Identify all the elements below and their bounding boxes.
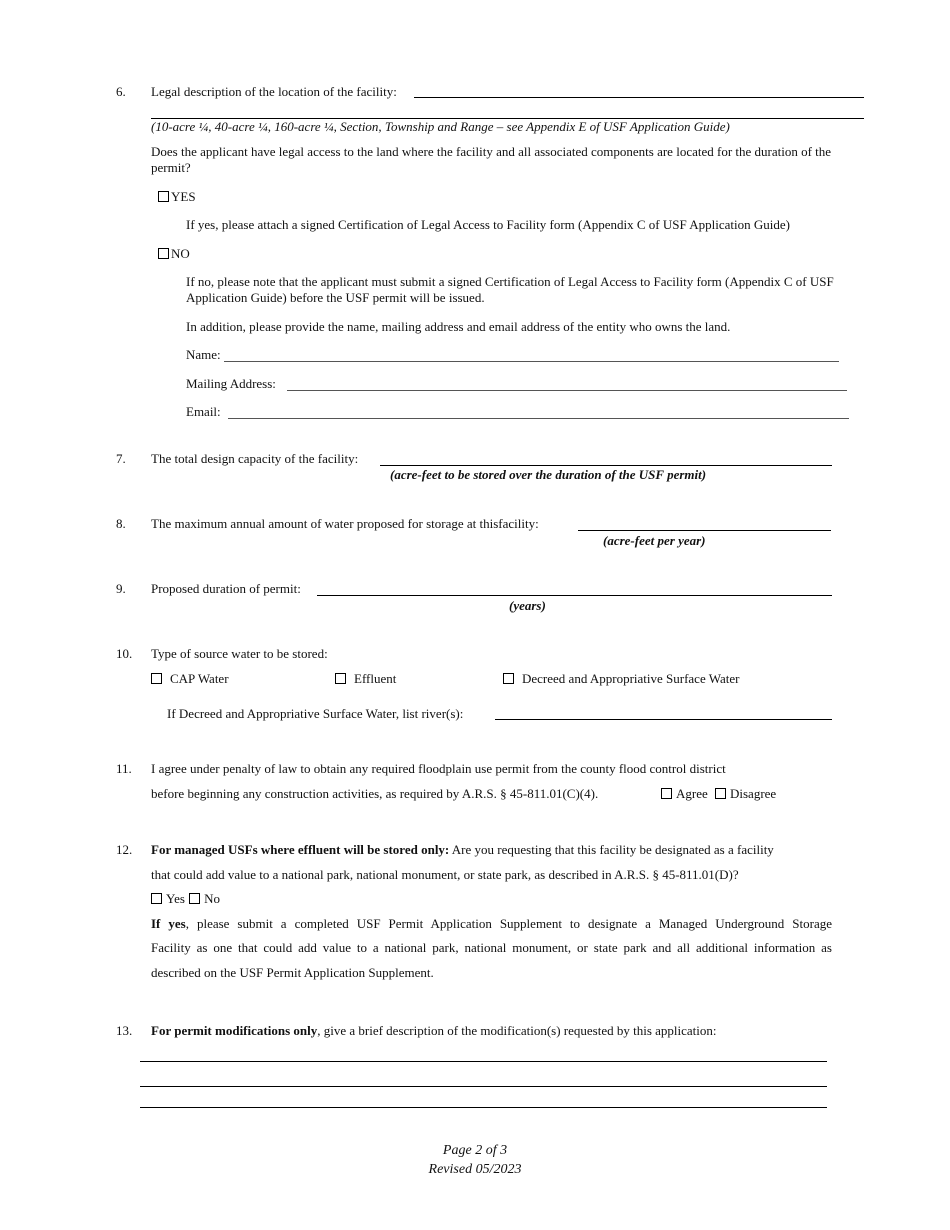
q8-unit: (acre-feet per year) (603, 533, 706, 548)
q12-line1-rest: Are you requesting that this facility be designated as a facility (449, 842, 774, 857)
q12-yes-label: Yes (166, 891, 185, 906)
q10-surface-water-checkbox[interactable] (503, 673, 514, 684)
q6-number: 6. (116, 84, 126, 99)
q12-no-label: No (204, 891, 221, 906)
q7-number: 7. (116, 451, 126, 466)
q7-capacity-field[interactable] (380, 465, 832, 466)
q6-label: Legal description of the location of the facility: (151, 84, 397, 99)
q9-unit: (years) (509, 598, 546, 613)
q12-if-yes-line1 (151, 916, 832, 932)
q6-email-label: Email: (186, 404, 221, 419)
q12-number: 12. (116, 842, 133, 857)
q11-disagree-option (715, 786, 776, 802)
q10-number: 10. (116, 646, 133, 661)
q6-no-checkbox[interactable] (158, 248, 169, 259)
q10-effluent-checkbox[interactable] (335, 673, 346, 684)
q12-bold-lead: For managed USFs where effluent will be stored only: (151, 842, 450, 857)
q11-disagree-checkbox[interactable] (715, 788, 726, 799)
q8-label: The maximum annual amount of water proposed for storage at thisfacility: (151, 516, 539, 531)
q10-label: Type of source water to be stored: (151, 646, 328, 661)
q11-agree-checkbox[interactable] (661, 788, 672, 799)
footer-revised-date: Revised 05/2023 (428, 1162, 522, 1177)
q7-unit: (acre-feet to be stored over the duration of the USF permit) (390, 467, 707, 482)
q10-surface-water-label: Decreed and Appropriative Surface Water (522, 671, 740, 686)
q11-disagree-label: Disagree (730, 786, 777, 801)
q6-no-label: NO (171, 246, 190, 261)
q6-hint: (10-acre ¼, 40-acre ¼, 160-acre ¼, Section, Township and Range – see Appendix E of USF Application Guide) (151, 119, 730, 134)
q6-yes-option (158, 189, 196, 205)
q6-no-option (158, 246, 190, 262)
q6-legal-description-line-1[interactable] (414, 97, 864, 98)
q6-access-question: Does the applicant have legal access to the land where the facility and all associated components are located for the duration of the permit? (151, 144, 832, 175)
q11-agree-option (661, 786, 708, 802)
q13-number: 13. (116, 1023, 133, 1038)
q11-agree-label: Agree (676, 786, 708, 801)
q13-label (151, 1023, 717, 1039)
q10-cap-water-checkbox[interactable] (151, 673, 162, 684)
footer-page-number: Page 2 of 3 (442, 1143, 508, 1158)
q9-duration-field[interactable] (317, 595, 832, 596)
q6-yes-checkbox[interactable] (158, 191, 169, 202)
q12-yes-checkbox[interactable] (151, 893, 162, 904)
q11-line1: I agree under penalty of law to obtain any required floodplain use permit from the county flood control district (151, 761, 726, 776)
q8-annual-amount-field[interactable] (578, 530, 831, 531)
q6-name-label: Name: (186, 347, 221, 362)
q12-no-checkbox[interactable] (189, 893, 200, 904)
q6-yes-text: If yes, please attach a signed Certification of Legal Access to Facility form (Appendix C of USF Application Guide) (186, 217, 790, 232)
q6-no-text: If no, please note that the applicant must submit a signed Certification of Legal Access to Facility form (Appendix C of USF Application Guide) before the USF permit will be issued. (186, 274, 834, 305)
q12-if-yes-line1-rest: , please submit a completed USF Permit Application Supplement to designate a Managed Underground Storage (185, 916, 832, 931)
q10-cap-water-label: CAP Water (170, 671, 229, 686)
q13-rest: , give a brief description of the modification(s) requested by this application: (317, 1023, 717, 1038)
q12-line2: that could add value to a national park, national monument, or state park, as described in A.R.S. § 45-811.01(D)? (151, 867, 739, 882)
q10-river-label: If Decreed and Appropriative Surface Water, list river(s): (167, 706, 464, 721)
q10-effluent-label: Effluent (354, 671, 397, 686)
q9-label: Proposed duration of permit: (151, 581, 301, 596)
q10-option-surface-water (503, 671, 739, 687)
q11-line2: before beginning any construction activities, as required by A.R.S. § 45-811.01(C)(4). (151, 786, 599, 801)
q10-river-field[interactable] (495, 719, 832, 720)
q6-mailing-label: Mailing Address: (186, 376, 276, 391)
q9-number: 9. (116, 581, 126, 596)
q13-description-line-1[interactable] (140, 1061, 827, 1062)
q13-description-line-3[interactable] (140, 1107, 827, 1108)
q10-option-effluent (335, 671, 396, 687)
q12-yes-no-options (151, 891, 220, 907)
q12-line1 (151, 842, 774, 858)
q6-yes-label: YES (171, 189, 196, 204)
q12-if-yes-line2: Facility as one that could add value to a national park, national monument, or state park and all additional information as (151, 940, 832, 955)
q12-if-yes-bold: If yes (151, 916, 186, 931)
q10-option-cap-water (151, 671, 229, 687)
q13-bold-lead: For permit modifications only (151, 1023, 318, 1038)
q6-email-field[interactable] (228, 418, 849, 419)
q7-label: The total design capacity of the facility: (151, 451, 359, 466)
q12-if-yes-line3: described on the USF Permit Application Supplement. (151, 965, 434, 980)
q6-mailing-field[interactable] (287, 390, 847, 391)
q13-description-line-2[interactable] (140, 1086, 827, 1087)
q6-addition-text: In addition, please provide the name, mailing address and email address of the entity who owns the land. (186, 319, 731, 334)
q8-number: 8. (116, 516, 126, 531)
q11-number: 11. (116, 761, 132, 776)
q6-name-field[interactable] (224, 361, 839, 362)
